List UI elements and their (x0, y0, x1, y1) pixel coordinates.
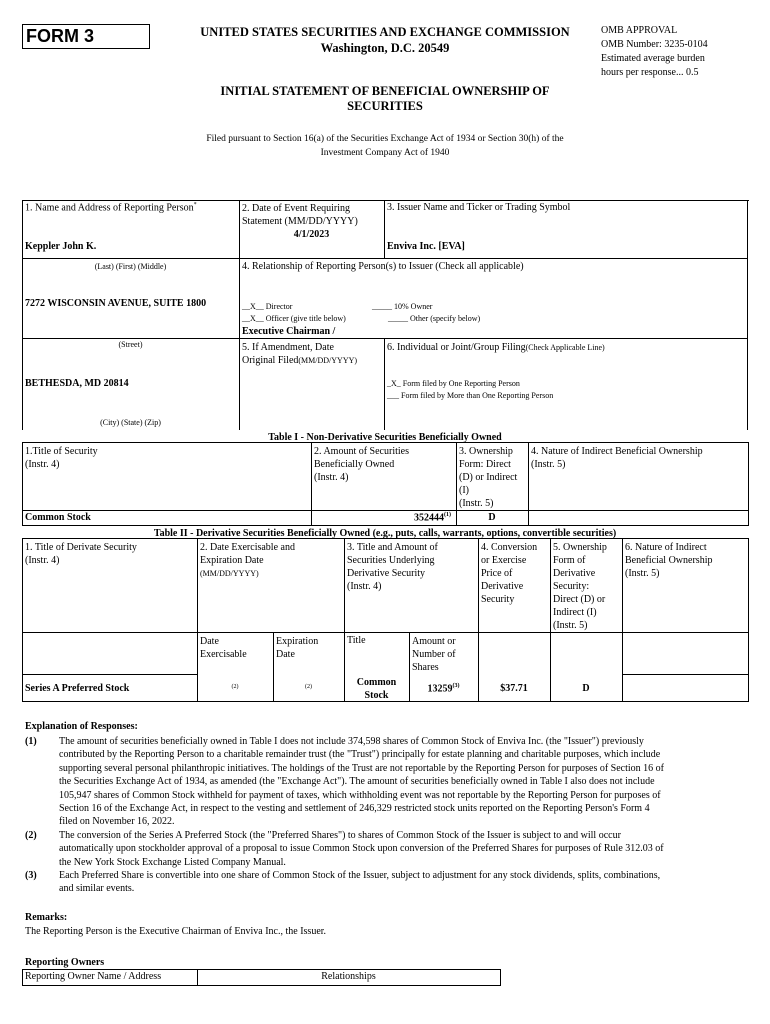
check-mark: ___ (387, 391, 399, 400)
city-state-zip: BETHESDA, MD 20814 (25, 378, 129, 389)
amendment-label: 5. If Amendment, Date Original Filed(MM/DD/YYYY) (242, 342, 358, 366)
t1-row-amount: 352444$^{(1)}$ (414, 512, 451, 524)
explanation-item (25, 735, 750, 829)
divider (550, 538, 551, 701)
form-title-line2: SECURITIES (347, 99, 423, 113)
t2-row-underlying: Common Stock (356, 677, 397, 701)
remarks-heading: Remarks: (25, 912, 68, 923)
table2-title: Table II - Derivative Securities Beneficially Owned (e.g., puts, calls, warrants, options, convertible securities) (153, 528, 617, 539)
form-label-box (22, 24, 150, 49)
owners-col-relationships: Relationships (321, 971, 376, 982)
event-date-label: 2. Date of Event Requiring Statement (MM/DD/YYYY) (242, 203, 358, 227)
check-mark: _X_ (387, 379, 401, 388)
footnote-text: The conversion of the Series A Preferred Stock (the "Preferred Shares") to shares of Common Stock of the Issuer is subject to and will occur automatically upon stockholder approval of a proposal to issue Common Stock upon conversion of the Preferred Shares for purposes of Rule 312.03 of the New York Stock Exchange Listed Company Manual. (59, 829, 664, 868)
issuer-label: 3. Issuer Name and Ticker or Trading Symbol (387, 202, 571, 213)
t2-col5-header: 5. Ownership Form of Derivative Security: Direct (D) or Indirect (I) (Instr. 5) (553, 542, 607, 631)
omb-line: OMB Number: 3235-0104 (601, 39, 708, 50)
t1-col2-header: 2. Amount of Securities Beneficially Owned (Instr. 4) (314, 446, 409, 483)
t1-row-title: Common Stock (25, 512, 91, 523)
footnote-number: (2) (25, 829, 37, 841)
divider (239, 258, 748, 259)
reporting-person-label: 1. Name and Address of Reporting Person* (25, 202, 197, 214)
other-check: _____ Other (specify below) (388, 314, 481, 323)
divider (478, 538, 479, 701)
t2-row-exercisable: (2) (231, 684, 239, 690)
street-sublabel: (Street) (118, 340, 143, 349)
t2-row-form: D (582, 683, 590, 694)
group-filing-label: 6. Individual or Joint/Group Filing(Check Applicable Line) (387, 342, 605, 353)
divider (622, 674, 748, 675)
t2-sub-date-exercisable: Date Exercisable (200, 636, 247, 660)
t2-col1-header: 1. Title of Derivate Security (Instr. 4) (25, 542, 137, 566)
footnote-text: The amount of securities beneficially owned in Table I does not include 374,598 shares of Common Stock of Enviva Inc. (the "Issuer") previously contributed by the Reporting Person to a charitable remainder trust (the "Trust") principally for estate planning and charitable purposes, which include supporting several personal philanthropic initiatives. The holdings of the Trust are not reportable by the Reporting Person for purposes of Section 16 of the Securities Exchange Act of 1934, as amended (the "Exchange Act"). The amount of securities beneficially owned in Table I also does not include 105,947 shares of Common Stock withheld for payment of taxes, which withholding event was not reportable by the Reporting Person for purposes of Section 16 of the Exchange Act, in respect to the vesting and settlement of 246,329 restricted stock units reported on the Reporting Person's Form 4 filed on November 16, 2022. (59, 736, 664, 828)
t1-col3-header: 3. Ownership Form: Direct (D) or Indirect (I) (Instr. 5) (459, 446, 518, 509)
t2-col2-header: 2. Date Exercisable and Expiration Date (MM/DD/YYYY) (200, 542, 295, 578)
single-filer-check: _X_ Form filed by One Reporting Person (387, 379, 520, 388)
divider (239, 338, 748, 339)
divider (384, 200, 385, 258)
t1-col4-header: 4. Nature of Indirect Beneficial Ownership (Instr. 5) (531, 446, 703, 470)
t2-col6-header: 6. Nature of Indirect Beneficial Ownership (Instr. 5) (625, 542, 713, 579)
omb-line: OMB APPROVAL (601, 25, 678, 36)
footnote-number: (3) (25, 870, 37, 882)
event-date: 4/1/2023 (293, 229, 330, 240)
t2-col3-header: 3. Title and Amount of Securities Underlying Derivative Security (Instr. 4) (347, 542, 438, 592)
multi-filer-check: ___ Form filed by More than One Reporting Person (387, 391, 554, 400)
remarks-text: The Reporting Person is the Executive Chairman of Enviva Inc., the Issuer. (25, 926, 327, 937)
t2-row-shares: 13259$^{(3)}$ (427, 683, 460, 695)
top-box-frame (22, 200, 749, 430)
omb-block (601, 24, 708, 80)
divider (22, 632, 748, 633)
agency-name: UNITED STATES SECURITIES AND EXCHANGE COMMISSION (200, 25, 570, 39)
t1-row-form: D (488, 512, 496, 523)
t2-row-title: Series A Preferred Stock (25, 683, 130, 694)
explanation-item (25, 829, 750, 869)
t2-sub-title: Title (347, 635, 366, 646)
filed-pursuant-line2: Investment Company Act of 1940 (320, 148, 450, 158)
check-mark: __X__ (242, 302, 264, 311)
divider (22, 258, 239, 259)
footnote-mark: * (193, 202, 197, 208)
agency-location: Washington, D.C. 20549 (320, 41, 450, 55)
divider (622, 538, 623, 701)
explanation-item (25, 869, 750, 896)
divider (528, 442, 529, 525)
t2-col4-header: 4. Conversion or Exercise Price of Derivative Security (481, 542, 538, 605)
t2-sub-expiration: Expiration Date (276, 636, 319, 660)
director-check: __X__ Director (242, 302, 293, 311)
divider (197, 538, 198, 701)
reporting-person-name: Keppler John K. (25, 241, 97, 252)
divider (22, 510, 748, 511)
explanation-heading: Explanation of Responses: (25, 721, 138, 732)
explanation-list (25, 735, 750, 896)
name-sublabel: (Last) (First) (Middle) (94, 262, 167, 271)
reporting-owners-heading: Reporting Owners (25, 957, 105, 968)
divider (22, 338, 239, 339)
street-address: 7272 WISCONSIN AVENUE, SUITE 1800 (25, 298, 207, 309)
check-mark: __X__ (242, 314, 264, 323)
relationship-label: 4. Relationship of Reporting Person(s) to Issuer (Check all applicable) (242, 261, 524, 272)
table1-title: Table I - Non-Derivative Securities Beneficially Owned (268, 432, 502, 443)
ten-percent-owner-check: _____ 10% Owner (372, 302, 433, 311)
footnote-number: (1) (25, 736, 37, 747)
form-title-line1: INITIAL STATEMENT OF BENEFICIAL OWNERSHIP OF (220, 84, 550, 98)
officer-title: Executive Chairman / (242, 326, 336, 337)
divider (384, 338, 385, 430)
check-mark: _____ (388, 314, 408, 323)
officer-check: __X__ Officer (give title below) (242, 314, 346, 323)
t2-sub-amount: Amount or Number of Shares (412, 636, 456, 673)
divider (22, 674, 197, 675)
divider (747, 200, 748, 430)
t1-col1-header: 1.Title of Security (Instr. 4) (25, 446, 98, 470)
divider (273, 632, 274, 701)
reporting-owners-table (22, 969, 501, 986)
t2-row-expiration: (2) (305, 684, 312, 690)
issuer-name: Enviva Inc. [EVA] (387, 241, 465, 252)
omb-line: Estimated average burden (601, 53, 705, 64)
city-sublabel: (City) (State) (Zip) (100, 418, 161, 427)
form-label: FORM 3 (26, 26, 95, 46)
t2-row-price: $37.71 (500, 683, 528, 694)
footnote-text: Each Preferred Share is convertible into one share of Common Stock of the Issuer, subject to adjustment for any stock dividends, splits, combinations, and similar events. (59, 870, 661, 895)
filed-pursuant-line1: Filed pursuant to Section 16(a) of the Securities Exchange Act of 1934 or Section 30(h) of the (206, 134, 564, 144)
owners-col-name: Reporting Owner Name / Address (25, 971, 162, 982)
omb-line: hours per response... 0.5 (601, 67, 699, 78)
check-mark: _____ (372, 302, 392, 311)
